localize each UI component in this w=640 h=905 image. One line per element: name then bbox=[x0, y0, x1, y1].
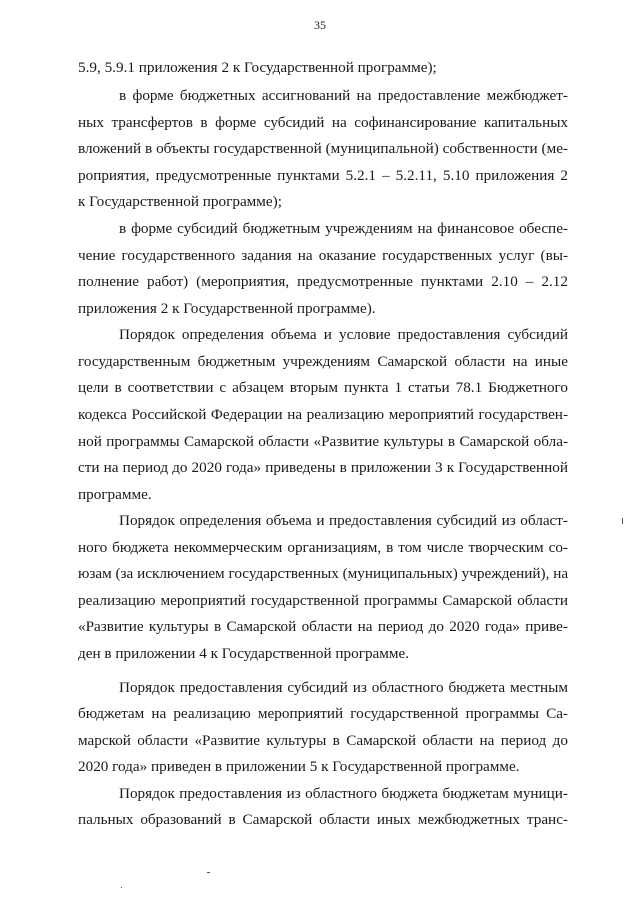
page-number: 35 bbox=[314, 18, 326, 32]
text-line: ного бюджета некоммерческим организациям, в том числе творческим со- bbox=[78, 539, 568, 556]
text-line: 5.9, 5.9.1 приложения 2 к Государственной программе); bbox=[78, 59, 437, 76]
text-line: юзам (за исключением государственных (муниципальных) учреждений), на bbox=[78, 565, 569, 582]
text-line: вложений в объекты государственной (муниципальной) собственности (ме- bbox=[78, 140, 568, 157]
scan-speck bbox=[121, 887, 122, 888]
scan-speck bbox=[207, 872, 210, 873]
text-line: реализацию мероприятий государственной программы Самарской области bbox=[78, 592, 568, 609]
text-line: 2020 года» приведен в приложении 5 к Государственной программе. bbox=[78, 758, 520, 775]
text-line: ден в приложении 4 к Государственной программе. bbox=[78, 645, 410, 662]
text-line: государственным бюджетным учреждениям Самарской области на иные bbox=[78, 353, 568, 370]
text-line: Порядок определения объема и условие предоставления субсидий bbox=[119, 326, 568, 343]
text-line: Порядок определения объема и предоставления субсидий из област- bbox=[119, 512, 568, 529]
text-line: полнение работ) (мероприятия, предусмотренные пунктами 2.10 – 2.12 bbox=[78, 273, 568, 290]
text-line: в форме бюджетных ассигнований на предоставление межбюджет- bbox=[119, 87, 568, 104]
text-line: к Государственной программе); bbox=[78, 193, 282, 210]
text-line: ной программы Самарской области «Развитие культуры в Самарской обла- bbox=[78, 433, 568, 450]
text-line: пальных образований в Самарской области иных межбюджетных транс- bbox=[78, 811, 568, 828]
text-line: бюджетам на реализацию мероприятий государственной программы Са- bbox=[78, 705, 568, 722]
text-line: цели в соответствии с абзацем вторым пункта 1 статьи 78.1 Бюджетного bbox=[78, 379, 568, 396]
text-line: сти на период до 2020 года» приведены в приложении 3 к Государственной bbox=[78, 459, 568, 476]
text-line: приложения 2 к Государственной программе). bbox=[78, 300, 376, 317]
text-line: в форме субсидий бюджетным учреждениям на финансовое обеспе- bbox=[119, 220, 568, 237]
text-line: программе. bbox=[78, 486, 152, 503]
scan-speck bbox=[622, 518, 623, 524]
text-line: роприятия, предусмотренные пунктами 5.2.1 – 5.2.11, 5.10 приложения 2 bbox=[78, 167, 568, 184]
text-line: марской области «Развитие культуры в Самарской области на период до bbox=[78, 732, 568, 749]
text-line: «Развитие культуры в Самарской области на период до 2020 года» приве- bbox=[78, 618, 568, 635]
text-line: кодекса Российской Федерации на реализацию мероприятий государствен- bbox=[78, 406, 568, 423]
text-line: Порядок предоставления из областного бюджета бюджетам муници- bbox=[119, 785, 568, 802]
text-line: ных трансфертов в форме субсидий на софинансирование капитальных bbox=[78, 114, 568, 131]
text-line: чение государственного задания на оказание государственных услуг (вы- bbox=[78, 247, 568, 264]
text-line: Порядок предоставления субсидий из областного бюджета местным bbox=[119, 679, 568, 696]
